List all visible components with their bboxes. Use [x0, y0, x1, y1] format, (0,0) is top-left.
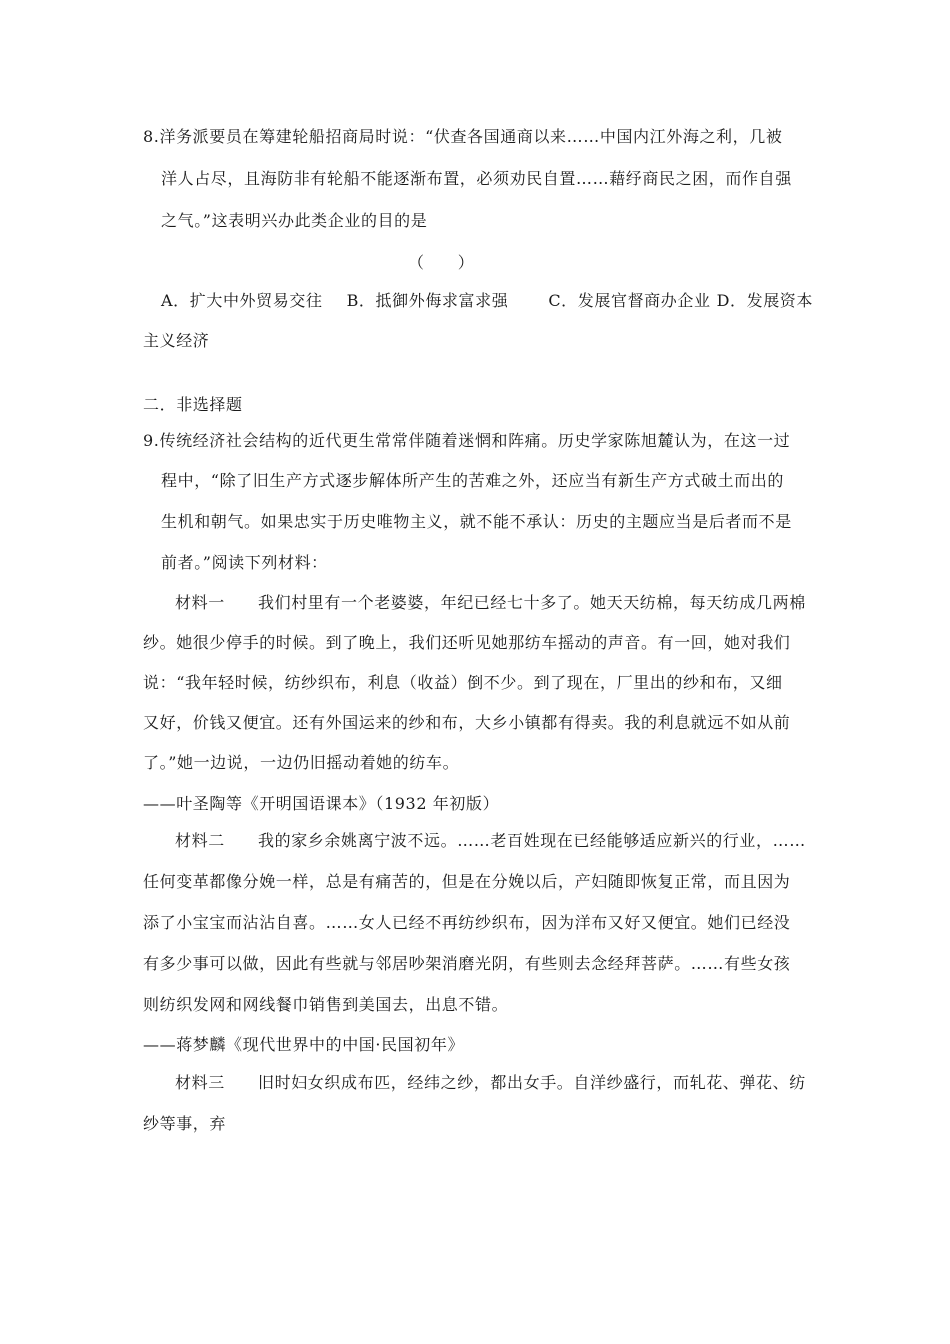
material-2-line-3: 添了小宝宝而沾沾自喜。……女人已经不再纺纱织布，因为洋布又好又便宜。她们已经没	[143, 913, 791, 932]
q8-line-2: 洋人占尽，且海防非有轮船不能逐渐布置，必须劝民自置……藉纾商民之困，而作自强	[161, 169, 792, 188]
material-2-line-5: 则纺织发网和网线餐巾销售到美国去，出息不错。	[143, 995, 509, 1014]
material-2-line-4: 有多少事可以做，因此有些就与邻居吵架消磨光阴，有些则去念经拜菩萨。……有些女孩	[143, 954, 791, 973]
option-a: A．扩大中外贸易交往	[161, 291, 323, 310]
material-1-line-4: 又好，价钱又便宜。还有外国运来的纱和布，大乡小镇都有得卖。我的利息就远不如从前	[143, 713, 791, 732]
material-3-line-2: 纱等事，弃	[143, 1114, 227, 1133]
material-1-line-2: 纱。她很少停手的时候。到了晚上，我们还听见她那纺车摇动的声音。有一回，她对我们	[143, 633, 791, 652]
section-title: 二．非选择题	[143, 395, 243, 414]
q9-intro-line-2: 程中，“除了旧生产方式逐步解体所产生的苦难之外，还应当有新生产方式破土而出的	[161, 471, 784, 490]
material-2-line-1: 材料二 我的家乡余姚离宁波不远。……老百姓现在已经能够适应新兴的行业，……	[175, 831, 806, 850]
q9-intro-line-3: 生机和朝气。如果忠实于历史唯物主义，就不能不承认：历史的主题应当是后者而不是	[161, 512, 792, 531]
q8-line-1: 8.洋务派要员在筹建轮船招商局时说：“伏查各国通商以来……中国内江外海之利，几被	[143, 127, 783, 146]
material-2-line-2: 任何变革都像分娩一样，总是有痛苦的，但是在分娩以后，产妇随即恢复正常，而且因为	[143, 872, 791, 891]
q8-options	[161, 290, 813, 312]
material-1-source: ——叶圣陶等《开明国语课本》（1932 年初版）	[143, 794, 500, 813]
material-1-line-1: 材料一 我们村里有一个老婆婆，年纪已经七十多了。她天天纺棉，每天纺成几两棉	[175, 593, 806, 612]
q9-intro-line-1: 9.传统经济社会结构的近代更生常常伴随着迷惘和阵痛。历史学家陈旭麓认为，在这一过	[143, 431, 791, 450]
option-d: D．发展资本	[716, 291, 814, 310]
material-1-line-3: 说：“我年轻时候，纺纱织布，利息（收益）倒不少。到了现在，厂里出的纱和布，又细	[143, 673, 783, 692]
option-b: B．抵御外侮求富求强	[346, 291, 509, 310]
material-2-source: ——蒋梦麟《现代世界中的中国·民国初年》	[143, 1035, 465, 1054]
option-c: C．发展官督商办企业	[548, 291, 711, 310]
q8-line-3: 之气。”这表明兴办此类企业的目的是	[161, 211, 428, 230]
material-3-line-1: 材料三 旧时妇女织成布匹，经纬之纱，都出女手。自洋纱盛行，而轧花、弹花、纺	[175, 1073, 806, 1092]
answer-bracket: （ ）	[408, 253, 475, 272]
q9-intro-line-4: 前者。”阅读下列材料：	[161, 553, 328, 572]
q8-options-continuation: 主义经济	[143, 331, 210, 350]
material-1-line-5: 了。”她一边说，一边仍旧摇动着她的纺车。	[143, 753, 460, 772]
